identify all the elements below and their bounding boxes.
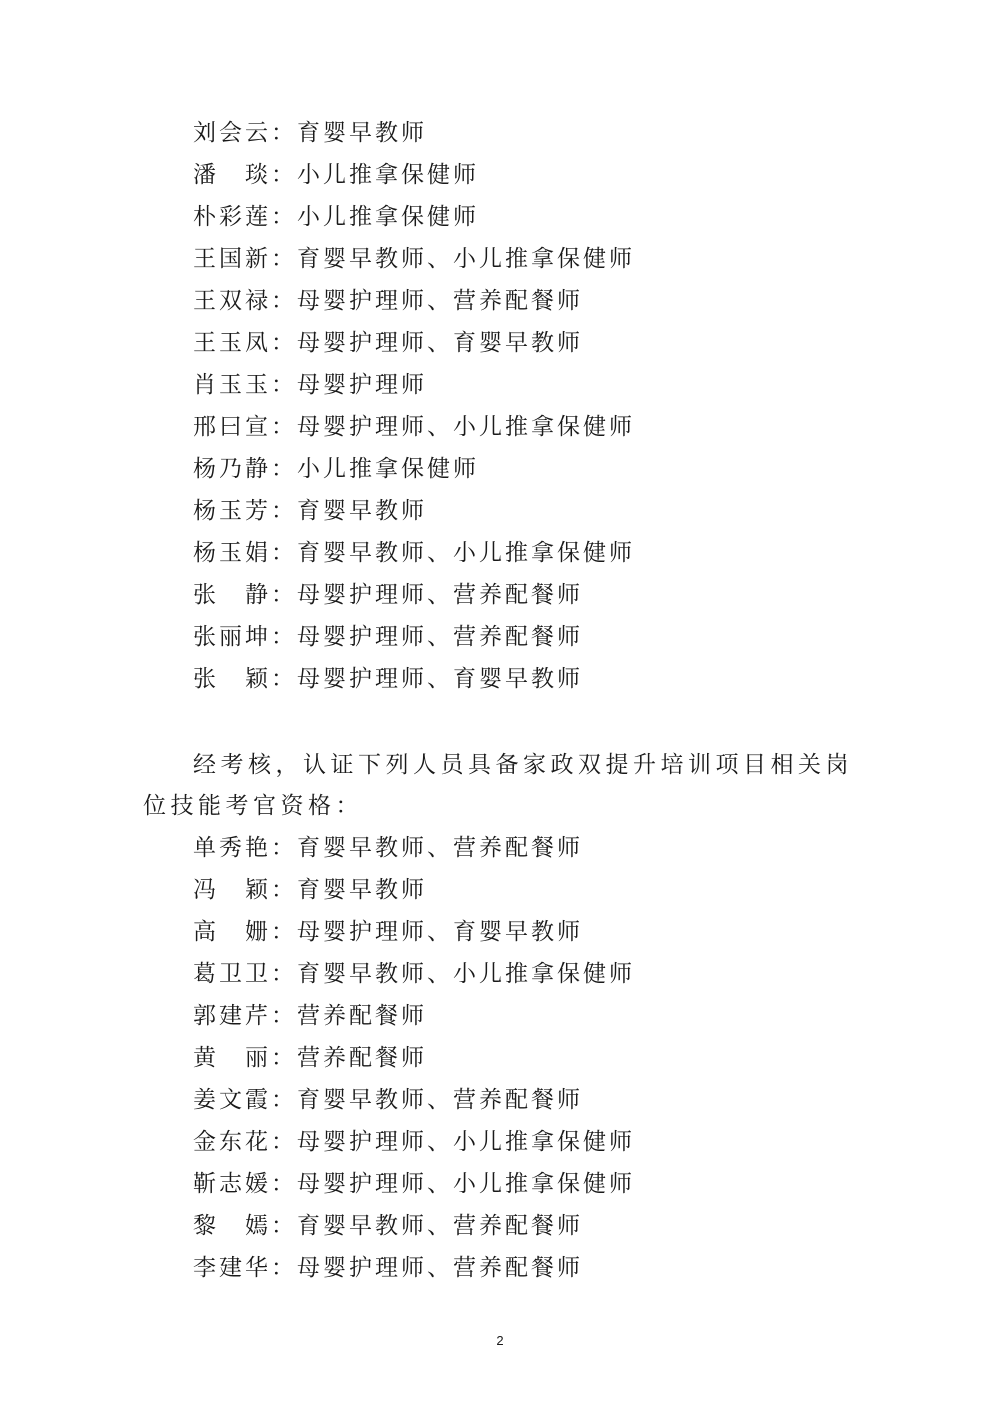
list-item: 王双禄：母婴护理师、营养配餐师 [193, 288, 583, 314]
list-item: 张丽坤：母婴护理师、营养配餐师 [193, 624, 583, 650]
list-item: 朴彩莲：小儿推拿保健师 [193, 204, 479, 230]
list-item: 潘 琰：小儿推拿保健师 [193, 162, 479, 188]
list-item: 葛卫卫：育婴早教师、小儿推拿保健师 [193, 961, 635, 987]
list-item: 高 姗：母婴护理师、育婴早教师 [193, 919, 583, 945]
list-item: 冯 颖：育婴早教师 [193, 877, 427, 903]
examiner-paragraph: 经考核，认证下列人员具备家政双提升培训项目相关岗位技能考官资格： [143, 752, 853, 819]
list-item: 杨乃静：小儿推拿保健师 [193, 456, 479, 482]
list-item: 李建华：母婴护理师、营养配餐师 [193, 1255, 583, 1281]
list-item: 黎 嫣：育婴早教师、营养配餐师 [193, 1213, 583, 1239]
list-item: 郭建芹：营养配餐师 [193, 1003, 427, 1029]
list-item: 张 颖：母婴护理师、育婴早教师 [193, 666, 583, 692]
list-item: 杨玉娟：育婴早教师、小儿推拿保健师 [193, 540, 635, 566]
personnel-list [193, 112, 635, 700]
page-number: 2 [496, 1333, 504, 1348]
list-item: 单秀艳：育婴早教师、营养配餐师 [193, 835, 583, 861]
list-item: 肖玉玉：母婴护理师 [193, 372, 427, 398]
list-item: 刘会云：育婴早教师 [193, 120, 427, 146]
list-item: 邢曰宣：母婴护理师、小儿推拿保健师 [193, 414, 635, 440]
list-item: 姜文霞：育婴早教师、营养配餐师 [193, 1087, 583, 1113]
list-item: 黄 丽：营养配餐师 [193, 1045, 427, 1071]
list-item: 金东花：母婴护理师、小儿推拿保健师 [193, 1129, 635, 1155]
list-item: 王玉凤：母婴护理师、育婴早教师 [193, 330, 583, 356]
examiner-list [193, 827, 635, 1289]
list-item: 王国新：育婴早教师、小儿推拿保健师 [193, 246, 635, 272]
list-item: 杨玉芳：育婴早教师 [193, 498, 427, 524]
list-item: 靳志媛：母婴护理师、小儿推拿保健师 [193, 1171, 635, 1197]
list-item: 张 静：母婴护理师、营养配餐师 [193, 582, 583, 608]
